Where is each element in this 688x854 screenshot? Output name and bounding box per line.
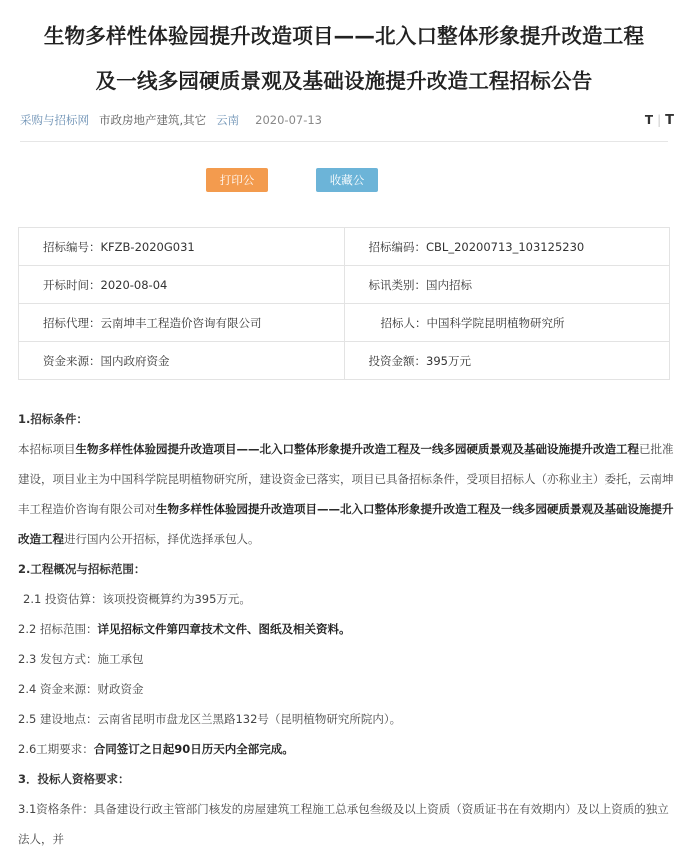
bid-info-table [18, 227, 670, 380]
publish-date: 2020-07-13 [255, 113, 322, 127]
bid-code-cell [344, 228, 670, 266]
amount-value: 395万元 [426, 353, 471, 368]
item-2-6-label: 2.6工期要求： [18, 742, 94, 756]
title-line-1: 生物多样性体验园提升改造项目——北入口整体形象提升改造工程 [43, 24, 645, 48]
bid-type-value: 国内招标 [426, 277, 472, 292]
agent-label: 招标代理： [43, 315, 101, 330]
item-2-6-value: 合同签订之日起90日历天内全部完成。 [93, 742, 294, 756]
tenderer-value: 中国科学院昆明植物研究所 [426, 315, 565, 330]
category-text: 市政房地产建筑,其它 [99, 113, 207, 127]
table-row [19, 266, 670, 304]
page-title [0, 0, 688, 104]
agent-value: 云南坤丰工程造价咨询有限公司 [100, 315, 262, 330]
announcement-body [18, 404, 674, 854]
section-2-heading: 2.工程概况与招标范围： [18, 562, 146, 576]
table-row [19, 228, 670, 266]
font-big-button[interactable]: T [665, 112, 674, 128]
bid-number-value: KFZB-2020G031 [100, 239, 195, 254]
fund-source-label: 资金来源： [43, 353, 101, 368]
item-2-5: 2.5 建设地点：云南省昆明市盘龙区兰黑路132号（昆明植物研究所院内）。 [18, 712, 402, 726]
item-2-6 [18, 734, 674, 764]
favorite-button[interactable]: 收藏公告 [316, 168, 378, 192]
s1-project-name: 生物多样性体验园提升改造项目——北入口整体形象提升改造工程及一线多园硬质景观及基础设施提升改造工程 [75, 442, 639, 456]
print-button[interactable]: 打印公告 [206, 168, 268, 192]
item-2-3: 2.3 发包方式：施工承包 [18, 652, 144, 666]
section-1-paragraph [18, 434, 674, 554]
open-time-value: 2020-08-04 [100, 277, 168, 292]
font-size-switcher [645, 113, 674, 128]
item-2-2 [18, 614, 674, 644]
open-time-cell [19, 266, 345, 304]
bid-number-cell [19, 228, 345, 266]
open-time-label: 开标时间： [43, 277, 101, 292]
item-3-1: 3.1资格条件：具备建设行政主管部门核发的房屋建筑工程施工总承包叁级及以上资质（资质证书在有效期内）及以上资质的独立法人，并 [18, 802, 669, 846]
item-2-2-label: 2.2 招标范围： [18, 622, 98, 636]
region-link[interactable]: 云南 [216, 113, 240, 127]
bid-type-label: 标讯类别： [368, 277, 426, 292]
s1-text-f: 开招标，择优选择承包人。 [121, 532, 260, 546]
header-divider [20, 141, 668, 142]
bid-type-cell [344, 266, 670, 304]
agent-cell [19, 304, 345, 342]
section-1-heading: 1.招标条件： [18, 412, 88, 426]
bid-number-label: 招标编号： [43, 239, 101, 254]
section-3-heading: 3．投标人资格要求： [18, 772, 130, 786]
font-small-button[interactable]: T [644, 112, 654, 127]
s1-text-d: 询有限公司对 [87, 502, 156, 516]
s1-text-a: 本招标项目 [18, 442, 76, 456]
s1-text-b: 已批准建设， [18, 442, 674, 486]
s1-text-c: 项目业主为中国科学院昆明植物研究所，建设资金已落实，项目已具备招标条件，受项目招标人（亦称业主）委托，云南坤丰工程造价咨 [18, 472, 674, 516]
meta-bar [20, 110, 674, 130]
table-row [19, 304, 670, 342]
item-2-1: 2.1 投资估算：该项投资概算约为395万元。 [23, 592, 251, 606]
source-link[interactable]: 采购与招标网 [20, 113, 89, 127]
fund-source-value: 国内政府资金 [100, 353, 170, 368]
bid-code-value: CBL_20200713_103125230 [426, 239, 585, 254]
bid-code-label: 招标编码： [368, 239, 426, 254]
s1-text-e: 进行国内公 [64, 532, 122, 546]
tenderer-label: 招标人： [380, 315, 427, 330]
item-2-4: 2.4 资金来源：财政资金 [18, 682, 144, 696]
item-2-2-value: 详见招标文件第四章技术文件、图纸及相关资料。 [97, 622, 351, 636]
table-row [19, 342, 670, 380]
title-line-2: 及一线多园硬质景观及基础设施提升改造工程招标公告 [95, 69, 593, 93]
s1-project-name-2: 生物多样性体验园提升改造项目——北入口整体形象提升改造工程及一线多园硬质景观及基础设施提升改造工程 [18, 502, 674, 546]
amount-cell [344, 342, 670, 380]
font-size-separator: | [657, 112, 662, 127]
tenderer-cell [344, 304, 670, 342]
fund-source-cell [19, 342, 345, 380]
amount-label: 投资金额： [368, 353, 426, 368]
